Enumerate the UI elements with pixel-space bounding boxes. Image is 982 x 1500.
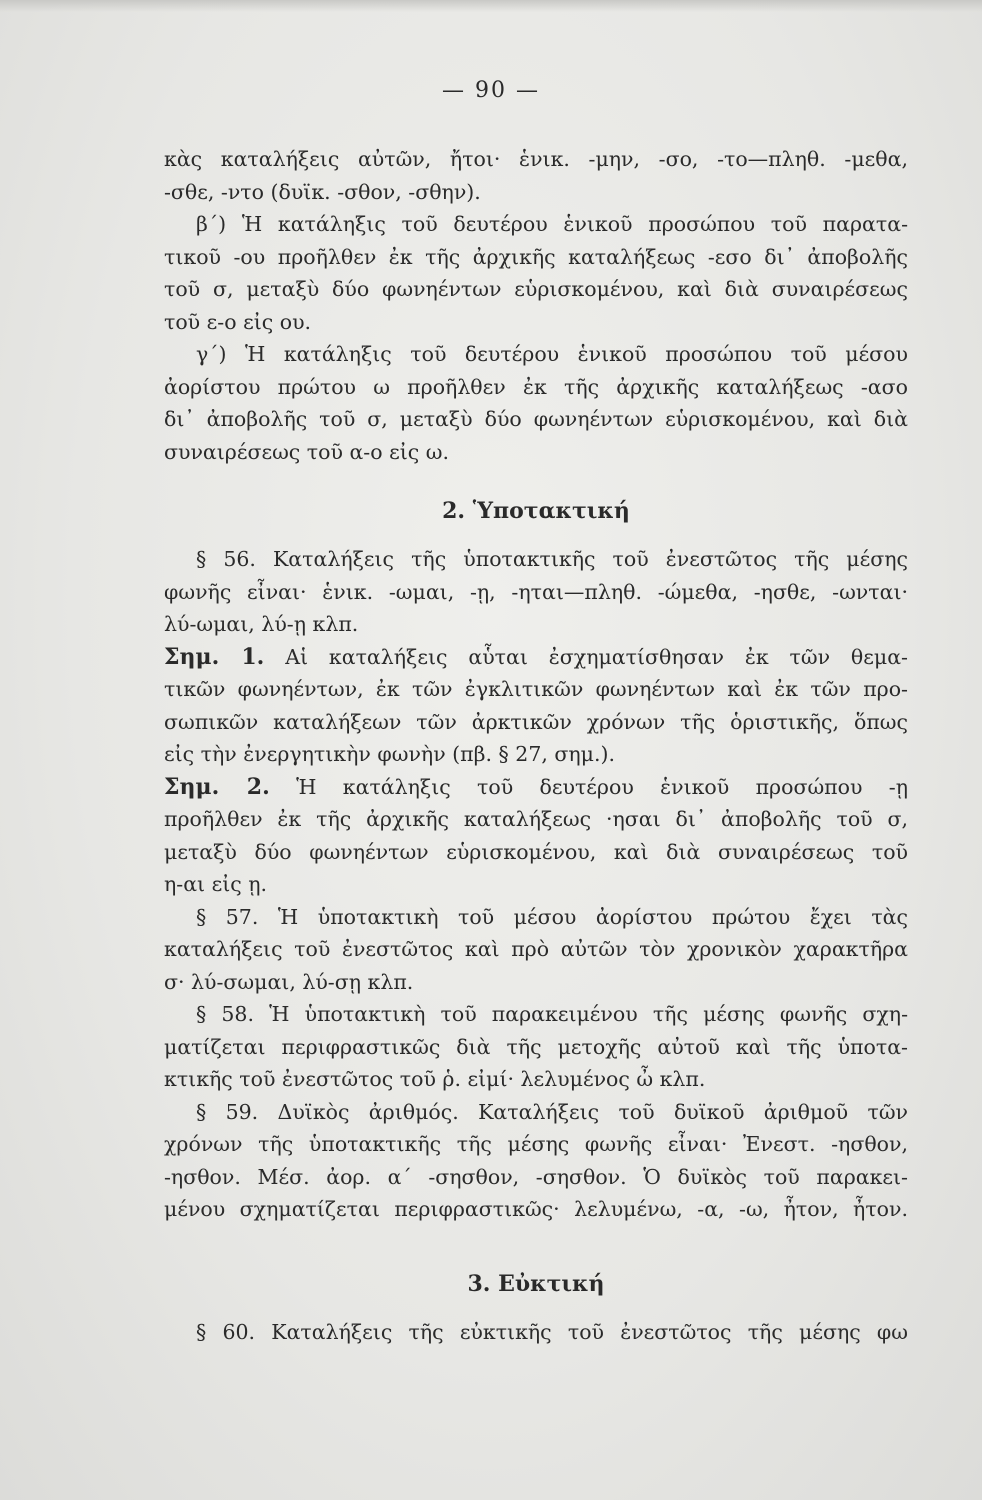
text-line: τοῦ σ, μεταξὺ δύο φωνηέντων εὑρισκομένου, καὶ διὰ συναιρέσεως <box>164 277 908 301</box>
page-number: — 90 — <box>442 78 540 103</box>
text-line: μεταξὺ δύο φωνηέντων εὑρισκομένου, καὶ διὰ συναιρέσεως τοῦ <box>164 839 908 864</box>
section-heading-optative: 3. Εὐκτική <box>467 1271 605 1297</box>
text-line: κτικῆς τοῦ ἐνεστῶτος τοῦ ῥ. εἰμί· λελυμένος ὦ κλπ. <box>164 1067 706 1091</box>
text-line <box>164 641 908 674</box>
text-line: εἰς τὴν ἐνεργητικὴν φωνὴν (πβ. § 27, σημ.). <box>164 742 616 766</box>
text-line: η-αι εἰς ῃ. <box>164 872 268 896</box>
text-line: χρόνων τῆς ὑποτακτικῆς τῆς μέσης φωνῆς εἶναι· Ἐνεστ. -ησθον, <box>164 1132 908 1156</box>
text-line: ἀορίστου πρώτου ω προῆλθεν ἐκ τῆς ἀρχικῆς καταλήξεως -ασο <box>164 374 908 399</box>
text-line: § 57. Ἡ ὑποτακτικὴ τοῦ μέσου ἀορίστου πρώτου ἔχει τὰς <box>196 904 908 929</box>
note-text: Αἱ καταλήξεις αὗται ἐσχηματίσθησαν ἐκ τῶν θεμα- <box>285 644 908 669</box>
text-line: § 59. Δυϊκὸς ἀριθμός. Καταλήξεις τοῦ δυϊκοῦ ἀριθμοῦ τῶν <box>196 1099 908 1124</box>
text-line: τοῦ ε-ο εἰς ου. <box>164 309 312 334</box>
note-label: Σημ. 1. <box>164 643 265 670</box>
text-line: § 56. Καταλήξεις τῆς ὑποτακτικῆς τοῦ ἐνεστῶτος τῆς μέσης <box>196 547 908 571</box>
text-line: μένου σχηματίζεται περιφραστικῶς· λελυμένω, -α, -ω, ἦτον, ἦτον. <box>164 1197 908 1221</box>
text-line: τικοῦ -ου προῆλθεν ἐκ τῆς ἀρχικῆς καταλήξεως -εσο δι᾽ ἀποβολῆς <box>164 244 908 269</box>
body-text-2 <box>164 543 908 1226</box>
text-line: τικῶν φωνηέντων, ἐκ τῶν ἐγκλιτικῶν φωνηέντων καὶ ἐκ τῶν προ- <box>164 677 908 701</box>
text-line: § 60. Καταλήξεις τῆς εὐκτικῆς τοῦ ἐνεστῶτος τῆς μέσης φω <box>196 1320 908 1344</box>
section-3 <box>164 1268 908 1301</box>
text-line: συναιρέσεως τοῦ α-ο εἰς ω. <box>164 439 449 464</box>
text-line: γ΄) Ἡ κατάληξις τοῦ δευτέρου ἑνικοῦ προσώπου τοῦ μέσου <box>196 342 908 366</box>
text-line: -σθε, -ντο (δυϊκ. -σθον, -σθην). <box>164 179 481 204</box>
text-line: ματίζεται περιφραστικῶς διὰ τῆς μετοχῆς αὐτοῦ καὶ τῆς ὑποτα- <box>164 1034 908 1059</box>
text-line: προῆλθεν ἐκ τῆς ἀρχικῆς καταλήξεως ·ησαι δι᾽ ἀποβολῆς τοῦ σ, <box>164 807 908 831</box>
section-2 <box>164 495 908 528</box>
section-heading-subjunctive: 2. Ὑποτακτική <box>442 498 630 524</box>
text-line: σ· λύ-σωμαι, λύ-σῃ κλπ. <box>164 969 414 994</box>
text-line: σωπικῶν καταλήξεων τῶν ἀρκτικῶν χρόνων τῆς ὁριστικῆς, ὅπως <box>164 709 908 734</box>
text-line: β΄) Ἡ κατάληξις τοῦ δευτέρου ἑνικοῦ προσώπου τοῦ παρατα- <box>196 212 908 236</box>
body-text-3 <box>164 1316 908 1349</box>
text-line: κὰς καταλήξεις αὐτῶν, ἤτοι· ἑνικ. -μην, -σο, -το—πληθ. -μεθα, <box>164 147 908 171</box>
text-line: λύ-ωμαι, λύ-ῃ κλπ. <box>164 612 359 636</box>
text-line: § 58. Ἡ ὑποτακτικὴ τοῦ παρακειμένου τῆς μέσης φωνῆς σχη- <box>196 1002 908 1026</box>
page-top-edge <box>0 0 982 12</box>
text-line <box>164 771 908 804</box>
note-text: Ἡ κατάληξις τοῦ δευτέρου ἑνικοῦ προσώπου -ῃ <box>296 774 908 799</box>
text-line: -ησθον. Μέσ. ἀορ. α΄ -σησθον, -σησθον. Ὁ δυϊκὸς τοῦ παρακει- <box>164 1164 908 1189</box>
text-line: φωνῆς εἶναι· ἑνικ. -ωμαι, -ῃ, -ηται—πληθ. -ώμεθα, -ησθε, -ωνται· <box>164 579 908 604</box>
text-line: δι᾽ ἀποβολῆς τοῦ σ, μεταξὺ δύο φωνηέντων εὑρισκομένου, καὶ διὰ <box>164 407 908 431</box>
text-line: καταλήξεις τοῦ ἐνεστῶτος καὶ πρὸ αὐτῶν τὸν χρονικὸν χαρακτῆρα <box>164 937 908 961</box>
body-text <box>164 143 908 468</box>
note-label: Σημ. 2. <box>164 773 270 800</box>
